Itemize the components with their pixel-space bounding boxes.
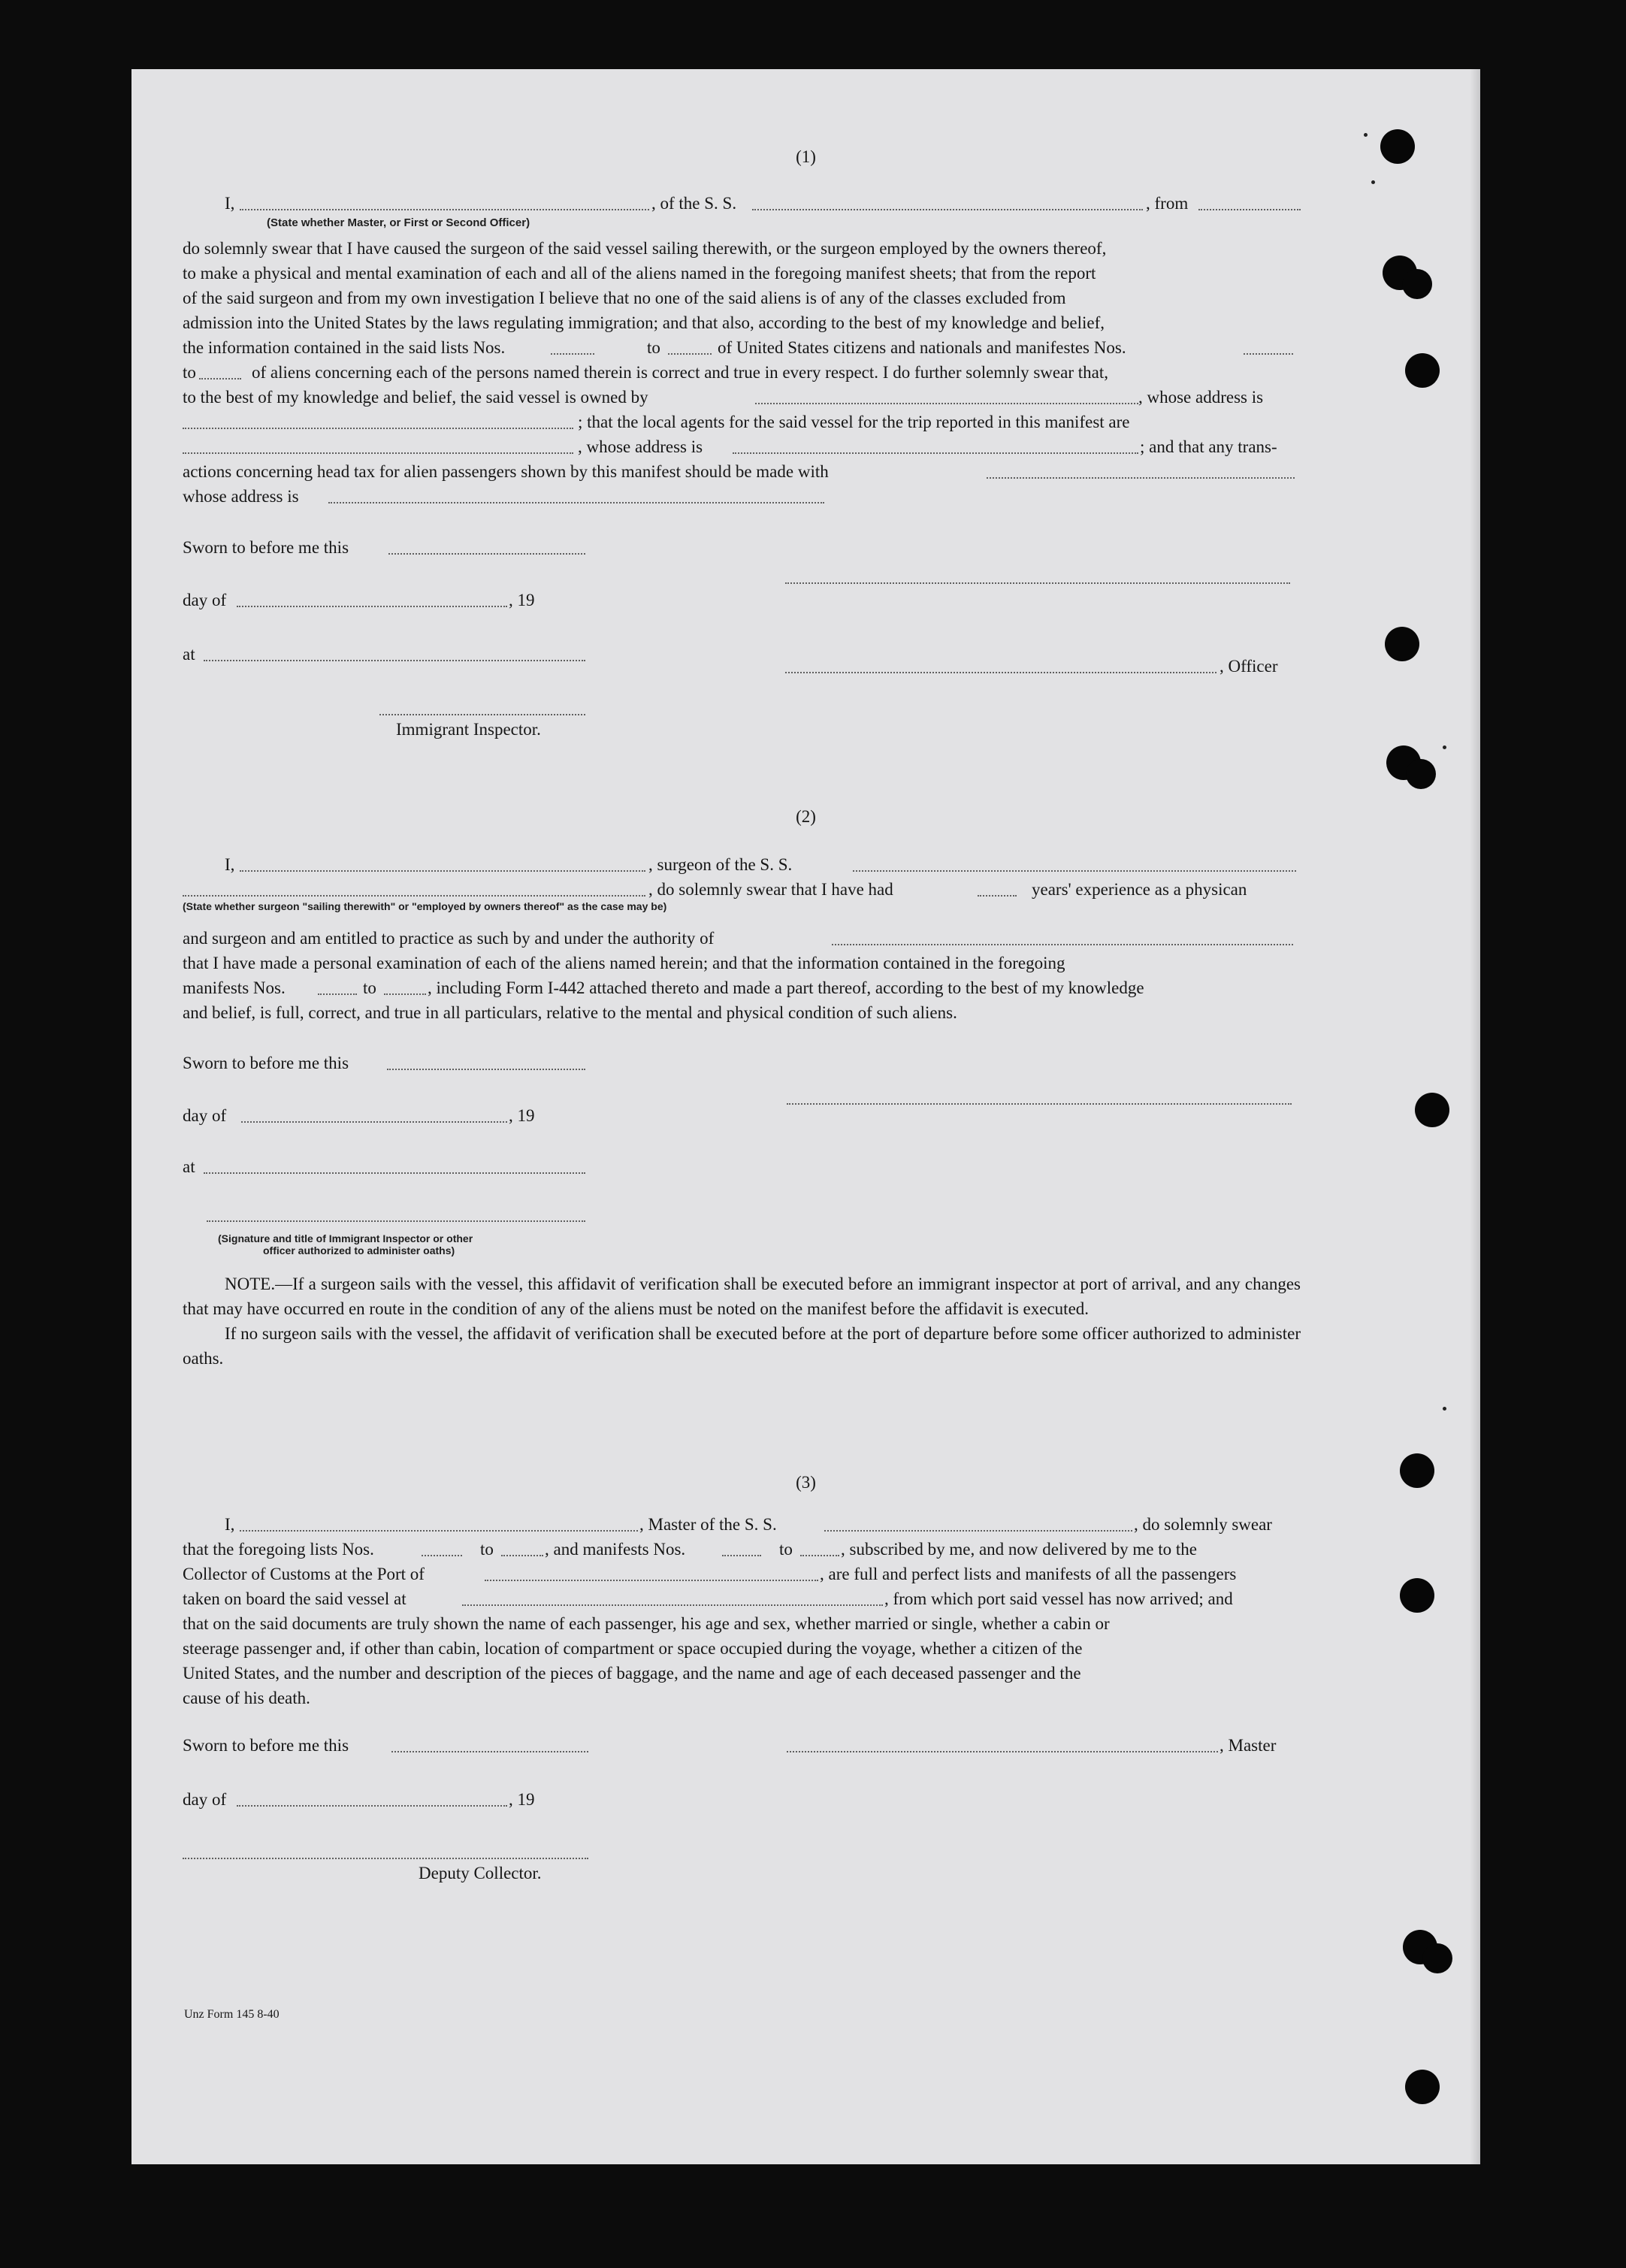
blank-field [199,378,241,380]
blank-field [752,209,1143,210]
blank-field [987,477,1295,479]
signature-line [785,582,1290,584]
signature-line [379,714,585,715]
punch-hole [1403,1930,1437,1964]
blank-field [800,1555,839,1556]
blank-field [722,1555,761,1556]
dust-speck [1371,180,1375,184]
signature-line [785,672,1216,673]
punch-hole [1405,2070,1440,2104]
blank-field [328,502,824,503]
blank-field [241,1121,507,1123]
blank-field [387,1069,585,1070]
blank-field [422,1555,462,1556]
blank-field [853,870,1296,872]
blank-field [183,428,573,429]
blank-field [391,1751,588,1752]
s2-sig-caption-1: (Signature and title of Immigrant Inspector or other [218,1232,473,1244]
dust-speck [1443,745,1446,749]
signature-line [787,1751,1218,1752]
blank-field [240,209,649,210]
s1-body: do solemnly swear that I have caused the surgeon of the said vessel sailing therewith, or the surgeon employed by the owners thereof, to make a physical and mental examination of each and all of the aliens named in the foregoing manifest sheets; that from the report of the said surgeon and from my own investigation I believe that no one of the said aliens is of any of the classes excluded from admission into the United States by the laws regulating immigration; and that also, according to the best of my knowledge and belief, [183,239,1107,332]
blank-field [384,993,426,995]
section-3-number: (3) [796,1473,816,1492]
dust-speck [1443,1407,1446,1411]
blank-field [240,1530,638,1532]
dust-speck [1364,133,1368,137]
blank-field [1244,353,1293,355]
blank-field [485,1580,818,1581]
blank-field [501,1555,543,1556]
punch-hole [1383,256,1417,290]
s3-body: that on the said documents are truly shown the name of each passenger, his age and sex, whether married or single, whether a cabin or steerage passenger and, if other than cabin, location of compartment or space occupied during the voyage, whether a citizen of the United States, and the number and description of the pieces of baggage, and the name and age of each deceased passenger and the cause of his death. [183,1614,1110,1707]
blank-field [240,870,645,872]
blank-field [183,895,645,897]
blank-field [183,452,573,454]
manifest-page: (1) I, , of the S. S. , from (State whether Master, or First or Second Officer) do solemnly swear that I have caused the surgeon of the said vessel sailing therewith, or the surgeon employed by the owners thereof, to make a physical and mental examination of each and all of the aliens named in the foregoing manifest sheets; that from the report of the said surgeon and from my own investigation I believe that no one of the said aliens is of any of the classes excluded from admission into the United States by the laws regulating immigration; and that also, according to the best of my knowledge and belief, the information contained in the said lists Nos. to of United States citizens and nationals and manifestes Nos. to of aliens concerning each of the persons named therein is correct and true in every respect. I do further solemnly swear that, to the best of my knowledge and belief, the said vessel is owned by , whose address is ; that the local agents for the said vessel for the trip reported in this manifest are , whose address is ; and that any trans- actions concerning head tax for alien passengers shown by this manifest should be made with whose address is Sworn to before me this day of , 19 at , Officer Immigrant Inspector. (2) I, , surgeon of the S. S. , do solemnly swear that I have had years' experience as a physican (State whether surgeon "sailing therewith" or "employed by owners thereof" as the case may be) and surgeon and am entitled to practice as such by and under the authority of that I have made a personal examination of each of the aliens named herein; and that the information contained in the foregoing manifests Nos. to , including Form I-442 attached thereto and made a part thereof, according to the best of my knowledge and belief, is full, correct, and true in all particulars, relative to the mental and physical condition of such aliens. Sworn to before me this day of , 19 at (Signature and title of Immigrant Inspector or other officer authorized to administer oaths) NOTE.—If a surgeon sails with the vessel, this affidavit of verification shall be executed before an immigrant inspector at port of arrival, and any changes that may have occurred en route in the condition of any of the aliens must be noted on the manifest before the affidavit is executed. If no surgeon sails with the vessel, the affidavit of verification shall be executed before at the port of departure before some officer authorized to administer oaths. (3) I, , Master of the S. S. , do solemnly swear that the foregoing lists Nos. to , and manifests Nos. to , subscribed by me, and now delivered by me to the Collector of Customs at the Port of , are full and perfect lists and manifests of all the passengers taken on board the said vessel at , from which port said vessel has now arrived; and that on the said documents are truly shown the name of each passenger, his age and sex, whether married or single, whether a cabin or steerage passenger and, if other than cabin, location of compartment or space occupied during the voyage, whether a citizen of the United States, and the number and description of the pieces of baggage, and the name and age of each deceased passenger and the cause of his death. Sworn to before me this , Master day of , 19 Deputy Collector. Unz Form 145 8-40 [131,69,1480,2164]
blank-field [237,606,507,607]
signature-line [183,1858,588,1859]
blank-field [462,1604,883,1606]
signature-line [207,1220,585,1222]
blank-field [1198,209,1301,210]
blank-field [668,353,712,355]
form-number: Unz Form 145 8-40 [184,2008,280,2021]
s2-body: that I have made a personal examination of each of the aliens named herein; and that the information contained in the foregoing [183,954,1065,972]
blank-field [551,353,594,355]
s1-line-master: I, , of the S. S. , from [131,191,1480,216]
s2-sig-caption-2: officer authorized to administer oaths) [263,1244,455,1256]
punch-hole [1386,745,1421,780]
s2-caption: (State whether surgeon "sailing therewith" or "employed by owners thereof" as the case may be) [183,900,667,912]
blank-field [733,452,1138,454]
section-1-number: (1) [796,147,816,166]
blank-field [832,944,1293,945]
blank-field [318,993,357,995]
blank-field [978,895,1017,897]
blank-field [388,553,585,555]
blank-field [824,1530,1132,1532]
section-2-number: (2) [796,807,816,826]
blank-field [237,1805,507,1807]
blank-field [204,1172,585,1174]
s1-caption: (State whether Master, or First or Second Officer) [267,216,530,229]
s2-note: NOTE.—If a surgeon sails with the vessel, this affidavit of verification shall be executed before an immigrant inspector at port of arrival, and any changes that may have occurred en route in the condition of any of the aliens must be noted on the manifest before the affidavit is executed. If no surgeon sails with the vessel, the affidavit of verification shall be executed before at the port of departure before some officer authorized to administer oaths. [183,1275,1301,1368]
blank-field [755,403,1138,404]
